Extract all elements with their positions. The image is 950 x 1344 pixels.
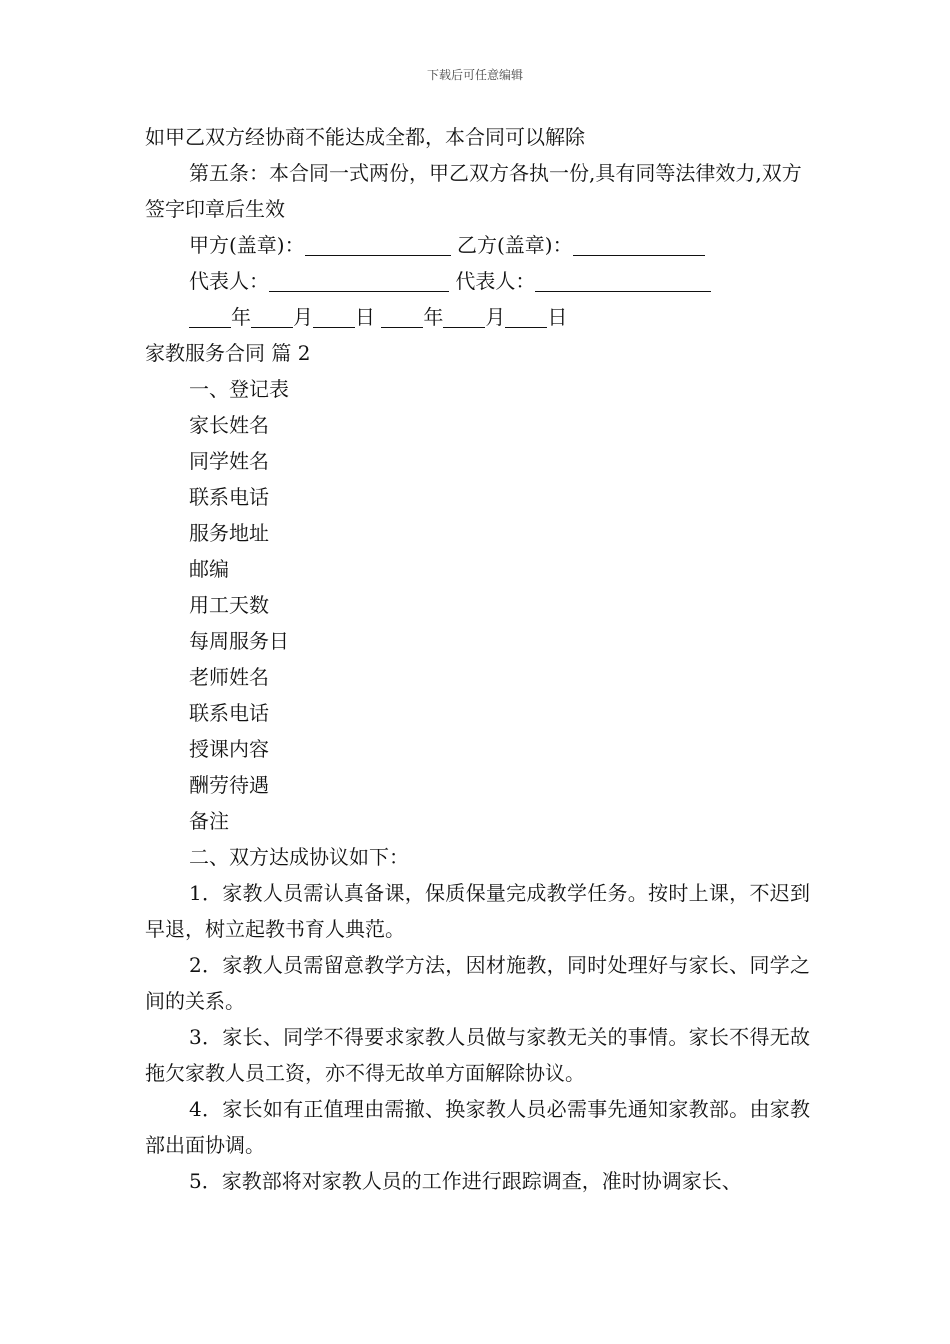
day-label-2: 日 [547,305,568,329]
day-blank [313,305,355,328]
agreement-clause-3: 3．家长、同学不得要求家教人员做与家教无关的事情。家长不得无故拖欠家教人员工资，亦不得无故单方面解除协议。 [145,1025,810,1085]
rep-a-blank [269,269,449,292]
rep-b-blank [535,269,711,292]
month-label: 月 [293,305,313,329]
signature-rep-row [145,263,810,299]
registration-item: 服务地址 [189,521,269,545]
agreement-clause-4: 4．家长如有正值理由需撤、换家教人员必需事先通知家教部。由家教部出面协调。 [145,1097,810,1157]
clause-five: 第五条：本合同一式两份，甲乙双方各执一份,具有同等法律效力,双方签字印章后生效 [145,161,802,221]
registration-item: 授课内容 [189,737,269,761]
page-header: 下载后可任意编辑 [426,68,523,82]
registration-item: 家长姓名 [189,413,269,437]
month-blank-2 [443,305,485,328]
month-label-2: 月 [485,305,506,329]
signature-party-row [145,227,810,263]
registration-item: 联系电话 [189,701,269,725]
registration-item: 酬劳待遇 [189,773,269,797]
rep-b-label: 代表人： [455,269,536,293]
registration-item: 同学姓名 [189,449,269,473]
section-title: 家教服务合同 篇 2 [145,341,311,365]
registration-item: 备注 [189,809,229,833]
agreement-clause-5: 5．家教部将对家教人员的工作进行跟踪调查，准时协调家长、 [189,1169,742,1193]
party-b-label: 乙方(盖章)： [456,233,573,257]
registration-item: 联系电话 [189,485,269,509]
registration-item: 邮编 [189,557,229,581]
month-blank [251,305,293,328]
year-label: 年 [231,305,251,329]
party-a-label: 甲方(盖章)： [189,233,305,257]
registration-item: 用工天数 [189,593,269,617]
day-blank-2 [505,305,547,328]
agreement-clause-2: 2．家教人员需留意教学方法，因材施教，同时处理好与家长、同学之间的关系。 [145,953,810,1013]
year-blank [189,305,231,328]
year-label-2: 年 [423,305,444,329]
party-b-blank [573,233,705,256]
agreement-heading: 二、双方达成协议如下： [189,845,409,869]
registration-item: 老师姓名 [189,665,269,689]
party-a-blank [305,233,451,256]
year-blank-2 [381,305,423,328]
document-body [145,119,810,1199]
date-row [145,299,810,335]
day-label: 日 [355,305,375,329]
rep-a-label: 代表人： [189,269,269,293]
registration-item: 每周服务日 [189,629,289,653]
registration-heading: 一、登记表 [189,377,289,401]
clause-end-line: 如甲乙双方经协商不能达成全都，本合同可以解除 [145,125,585,149]
agreement-clause-1: 1．家教人员需认真备课，保质保量完成教学任务。按时上课，不迟到早退，树立起教书育人典范。 [145,881,810,941]
